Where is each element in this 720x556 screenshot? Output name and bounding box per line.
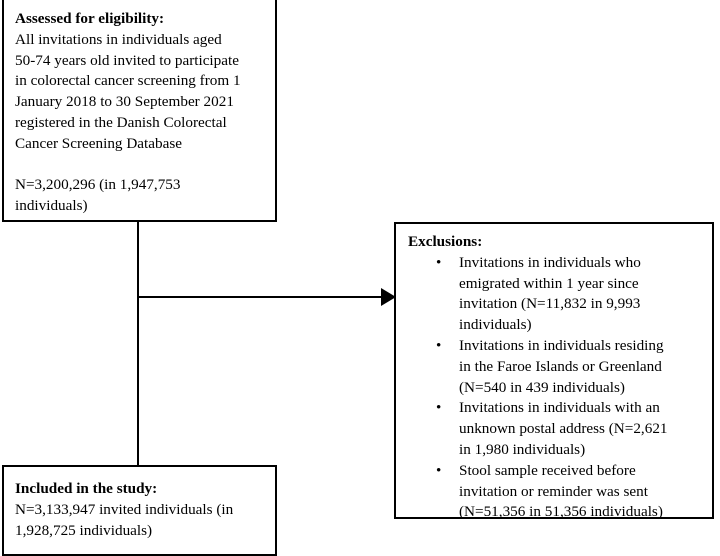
assessed-for-eligibility-box <box>2 0 277 222</box>
exclusion-3-line-1: Invitations in individuals with an <box>459 399 660 417</box>
exclusion-1-line-2: emigrated within 1 year since <box>459 274 639 292</box>
vertical-connector-line <box>137 222 139 467</box>
assessed-count-line-2: individuals) <box>15 197 88 215</box>
assessed-line-3: in colorectal cancer screening from 1 <box>15 72 241 90</box>
bullet-icon: • <box>436 253 442 271</box>
assessed-count-line-1: N=3,200,296 (in 1,947,753 <box>15 176 181 194</box>
list-item <box>408 336 702 398</box>
assessed-heading: Assessed for eligibility: <box>15 10 165 27</box>
exclusion-2-line-2: in the Faroe Islands or Greenland <box>459 357 662 375</box>
assessed-line-2: 50-74 years old invited to participate <box>15 51 239 69</box>
bullet-icon: • <box>436 461 442 479</box>
assessed-line-5: registered in the Danish Colorectal <box>15 113 227 131</box>
assessed-line-4: January 2018 to 30 September 2021 <box>15 93 234 111</box>
exclusion-1-line-3: invitation (N=11,832 in 9,993 <box>459 295 641 313</box>
exclusions-list <box>408 253 702 523</box>
exclusion-3-line-3: in 1,980 individuals) <box>459 440 586 458</box>
bullet-icon: • <box>436 399 442 417</box>
list-item <box>408 253 702 336</box>
list-item <box>408 461 702 523</box>
assessed-line-1: All invitations in individuals aged <box>15 30 222 48</box>
exclusion-2-line-1: Invitations in individuals residing <box>459 336 664 354</box>
included-in-study-box <box>2 465 277 556</box>
exclusion-4-line-2: invitation or reminder was sent <box>459 482 648 500</box>
bullet-icon: • <box>436 336 442 354</box>
list-item <box>408 398 702 460</box>
exclusions-box <box>394 222 714 519</box>
included-line-1: N=3,133,947 invited individuals (in <box>15 500 234 518</box>
exclusions-heading: Exclusions: <box>408 233 483 250</box>
exclusion-4-line-1: Stool sample received before <box>459 461 636 479</box>
included-line-2: 1,928,725 individuals) <box>15 521 153 539</box>
exclusion-2-line-3: (N=540 in 439 individuals) <box>459 378 625 396</box>
exclusion-3-line-2: unknown postal address (N=2,621 <box>459 420 668 438</box>
assessed-paragraph-spacer <box>15 155 264 176</box>
exclusion-4-line-3: (N=51,356 in 51,356 individuals) <box>459 503 663 521</box>
exclusion-1-line-1: Invitations in individuals who <box>459 253 641 271</box>
included-heading: Included in the study: <box>15 480 158 497</box>
assessed-line-6: Cancer Screening Database <box>15 134 182 152</box>
horizontal-connector-line <box>137 296 383 298</box>
exclusion-1-line-4: individuals) <box>459 316 532 334</box>
